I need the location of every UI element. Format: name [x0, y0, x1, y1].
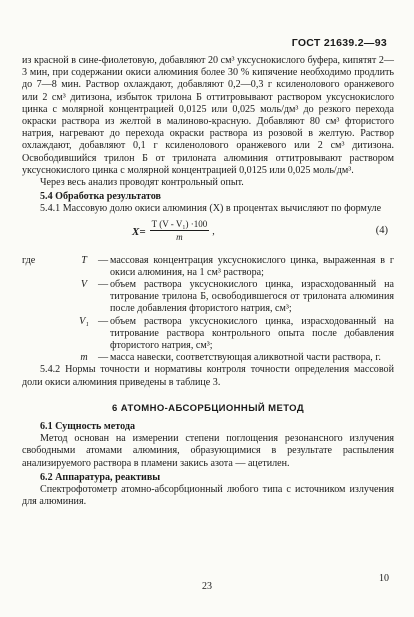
page-number: 23 [202, 581, 212, 592]
definition-text: объем раствора уксуснокислого цинка, израсходованный на титрование трилона Б, освободившегося от трилоната алюминия после добавления фтористого натрия, см³; [110, 279, 394, 315]
formula-fraction [150, 218, 210, 243]
section-title-6: 6 АТОМНО-АБСОРБЦИОННЫЙ МЕТОД [111, 402, 305, 414]
paragraph-5-4-1: 5.4.1 Массовую долю окиси алюминия (X) в процентах вычисляют по формуле [40, 203, 382, 215]
page-content [22, 55, 394, 509]
formula-numerator: T (V - V₁) ·100 [151, 218, 208, 229]
formula-4 [22, 218, 394, 254]
definition-dash: — [97, 315, 109, 327]
formula-lhs: X= [132, 225, 146, 238]
definition-dash: — [97, 254, 109, 266]
heading-6-1: 6.1 Сущность метода [40, 421, 135, 433]
definition-text: массовая концентрация уксуснокислого цинка, выраженная в г окиси алюминия, на 1 см³ раствора; [110, 254, 394, 278]
definition-row [22, 316, 394, 353]
paragraph-6-2: Спектрофотометр атомно-абсорбционный любого типа с источником излучения для алюминия. [22, 484, 394, 508]
definition-symbol: V₁ [79, 315, 89, 327]
definition-symbol: T [81, 254, 87, 266]
formula-expression [132, 218, 215, 243]
formula-denominator: m [176, 231, 183, 242]
definition-row [22, 279, 394, 316]
where-label: где [22, 254, 36, 266]
paragraph-procedure: из красной в сине-фиолетовую, добавляют 20 см³ уксуснокислого буфера, кипятят 2—3 мин, при содержании окиси алюминия более 30 % кипячение необходимо продлить до 7—8 мин. Раствор охлаждают, добавляют 0,2—0,3 г ксиленолового оранжевого или 2 см³ дитизона, избыток трилона Б оттитровывают раствором уксуснокислого цинка с молярной концентрацией 0,0125 или 0,025 моль/дм³ до резкого перехода окраски раствора из желтой в малиново-красную. Добавляют 80 см³ фтористого натрия, нагревают до перехода окраски раствора из розовой в желтую. Раствор охлаждают, добавляют 0,1 г ксиленолового оранжевого или 2 см³ дитизона. Освободившийся трилон Б от трилоната алюминия оттитровывают раствором уксуснокислого цинка с молярной концентрацией 0,0125 или 0,025 моль/дм³. [22, 55, 394, 176]
definition-symbol: m [80, 352, 88, 364]
heading-5-4: 5.4 Обработка результатов [40, 191, 162, 203]
corner-number: 10 [379, 573, 389, 584]
definition-dash: — [97, 279, 109, 291]
paragraph-control: Через весь анализ проводят контрольный опыт. [40, 177, 244, 189]
definition-text: объем раствора уксуснокислого цинка, израсходованный на титрование раствора контрольного опыта после добавления фтористого натрия, см³; [110, 315, 394, 352]
definition-row [22, 255, 394, 279]
definition-dash: — [97, 352, 109, 364]
definition-symbol: V [80, 279, 88, 291]
standard-header: ГОСТ 21639.2—93 [291, 37, 387, 49]
formula-comma: , [212, 225, 215, 237]
paragraph-5-4-2: 5.4.2 Нормы точности и нормативы контроля точности определения массовой доли окиси алюминия приведены в таблице 3. [22, 364, 394, 388]
definition-text: масса навески, соответствующая аликвотной части раствора, г. [110, 352, 381, 364]
heading-6-2: 6.2 Аппаратура, реактивы [40, 471, 161, 483]
paragraph-6-1: Метод основан на измерении степени поглощения резонансного излучения свободными атомами алюминия, образующимися в результате распыления анализируемого раствора в пламени закись азота — ацетилен. [22, 433, 394, 469]
formula-number: (4) [375, 224, 388, 236]
definition-row [22, 352, 394, 364]
formula-definitions [22, 255, 394, 365]
